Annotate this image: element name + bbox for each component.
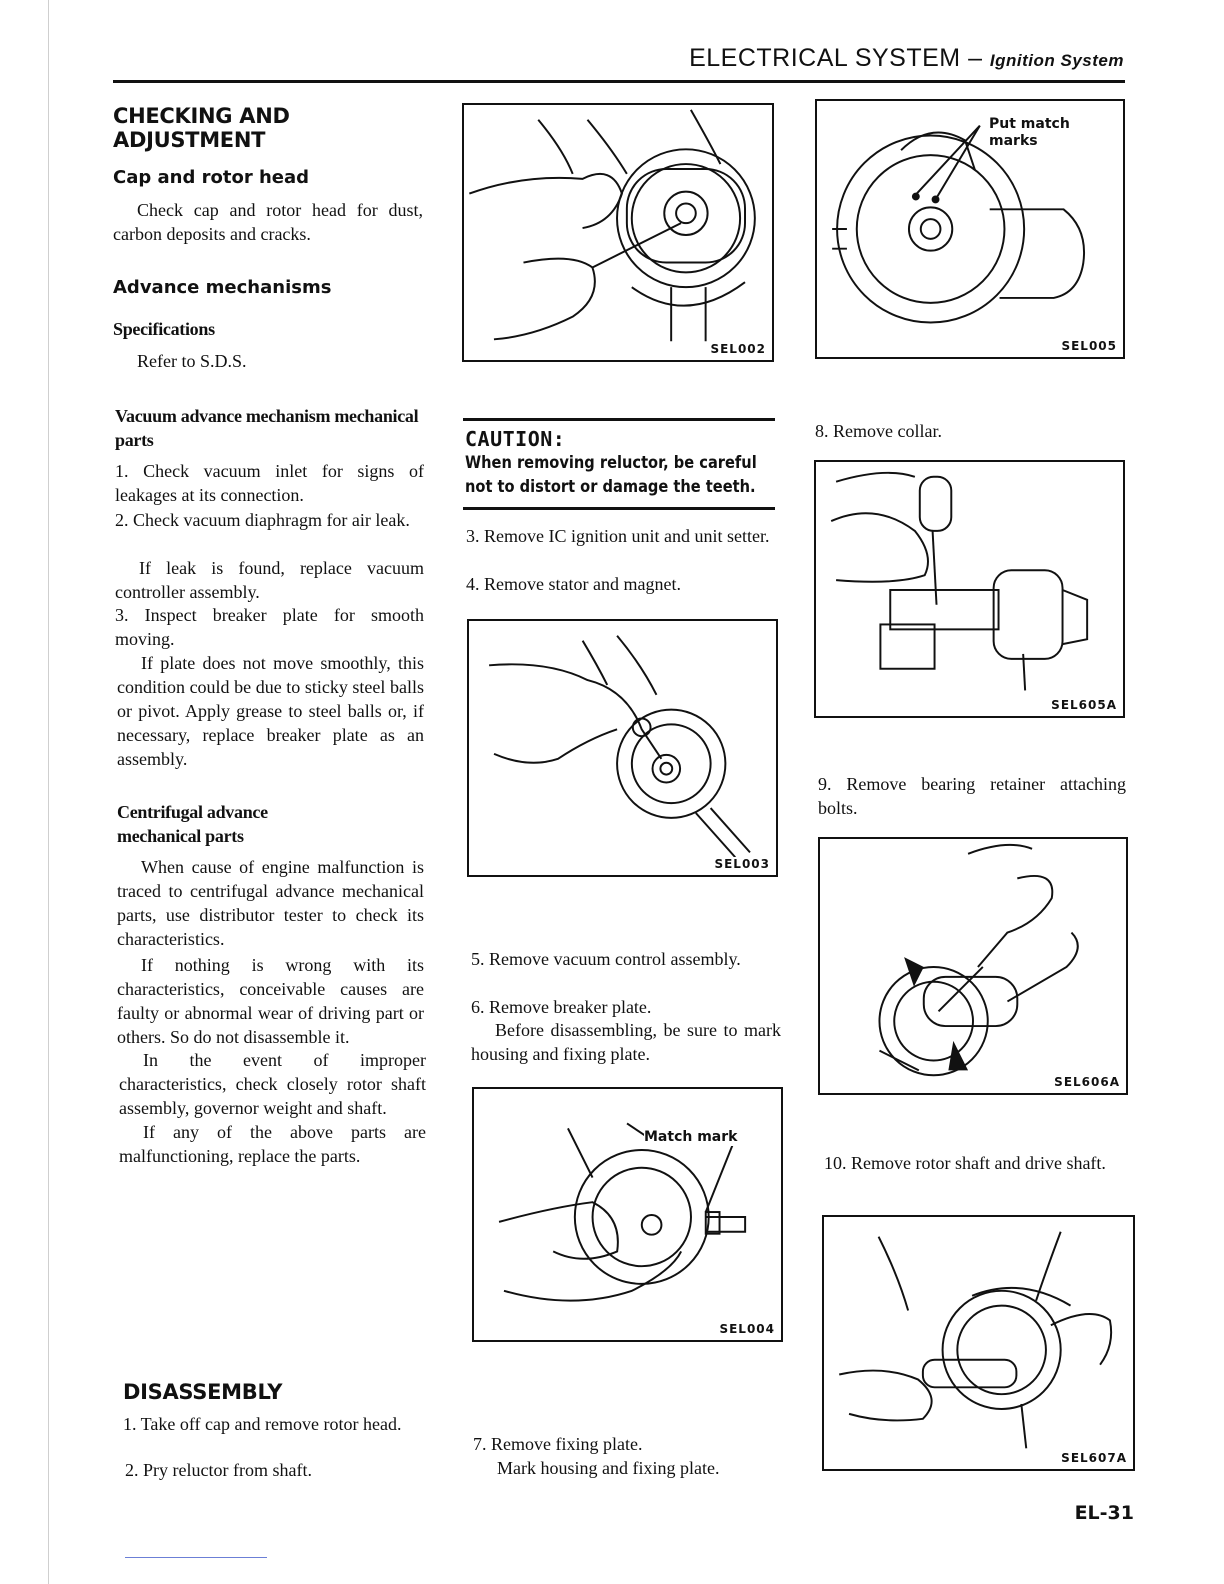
centrifugal-para-3: In the event of improper characteristics, check closely rotor shaft assembly, governor weight and shaft. [119,1050,426,1118]
vacuum-step-3: 3. Inspect breaker plate for smooth moving. [115,605,424,649]
cap-rotor-heading: Cap and rotor head [113,167,310,188]
put-match-marks-label [989,116,1070,150]
figure-code: SEL607A [1061,1451,1127,1465]
figure-sel002 [462,103,774,362]
figure-sel607a [822,1215,1135,1471]
scan-artifact-line [125,1557,267,1558]
page-header [689,44,1124,73]
caution-title: CAUTION: [465,427,566,451]
step-6: 6. Remove breaker plate. [471,997,652,1017]
scan-edge-line [48,0,49,1584]
header-title: ELECTRICAL SYSTEM [689,44,961,72]
bearing-retainer-illustration [820,839,1126,1093]
centrifugal-para-4: If any of the above parts are malfunctioning, replace the parts. [119,1122,426,1166]
step-7-note: Mark housing and fixing plate. [497,1458,720,1478]
specifications-heading: Specifications [113,319,215,339]
specifications-text: Refer to S.D.S. [137,351,247,371]
figure-sel005 [815,99,1125,359]
heading-line-2: ADJUSTMENT [113,128,266,152]
match-marks-illustration [817,101,1123,357]
heading-line-1: CHECKING AND [113,104,290,128]
header-dash: – [960,44,990,72]
centrifugal-advance-heading [117,800,268,848]
distributor-cap-illustration [464,105,772,360]
centrifugal-para-1: When cause of engine malfunction is traced to centrifugal advance mechanical parts, use distributor tester to check its characteristics. [117,857,424,949]
centrifugal-line-2: mechanical parts [117,826,244,846]
figure-code: SEL605A [1051,698,1117,712]
step-8: 8. Remove collar. [815,421,942,441]
figure-code: SEL004 [719,1322,775,1336]
rotor-shaft-removal-illustration [824,1217,1133,1469]
figure-sel003 [467,619,778,877]
caution-box [463,418,775,510]
vacuum-advance-heading: Vacuum advance mechanism mechanical parts [115,406,419,450]
figure-code: SEL005 [1061,339,1117,353]
disassembly-heading: DISASSEMBLY [123,1380,283,1404]
cap-rotor-text: Check cap and rotor head for dust, carbon deposits and cracks. [113,200,423,244]
figure-sel004 [472,1087,783,1342]
stator-removal-illustration [469,621,776,875]
centrifugal-line-1: Centrifugal advance [117,802,268,822]
figure-sel606a [818,837,1128,1095]
vacuum-step-3-note: If plate does not move smoothly, this condition could be due to sticky steel balls or pivot. Apply grease to steel balls or, if necessary, replace breaker plate as an assembly. [117,653,424,769]
step-3: 3. Remove IC ignition unit and unit setter. [466,526,770,546]
figure-sel605a [814,460,1125,718]
vacuum-step-1: 1. Check vacuum inlet for signs of leakages at its connection. [115,461,424,505]
figure-code: SEL003 [714,857,770,871]
figure-code: SEL002 [710,342,766,356]
label-line-1: Put match [989,116,1070,132]
step-4: 4. Remove stator and magnet. [466,574,681,594]
header-rule [113,80,1125,83]
centrifugal-para-2: If nothing is wrong with its characteristics, conceivable causes are faulty or abnormal wear of driving part or others. So do not disassemble it. [117,955,424,1047]
step-10: 10. Remove rotor shaft and drive shaft. [824,1153,1106,1173]
step-7: 7. Remove fixing plate. [473,1434,643,1454]
label-line-2: marks [989,133,1038,149]
page-number: EL-31 [1074,1502,1134,1524]
caution-text: When removing reluctor, be careful not to distort or damage the teeth. [465,453,757,497]
step-6-note: Before disassembling, be sure to mark housing and fixing plate. [471,1020,781,1064]
step-9: 9. Remove bearing retainer attaching bolts. [818,774,1126,818]
checking-adjustment-heading [113,104,290,152]
collar-removal-illustration [816,462,1123,716]
header-subtitle: Ignition System [989,51,1124,70]
step-5: 5. Remove vacuum control assembly. [471,949,741,969]
match-mark-label: Match mark [644,1129,738,1145]
disassembly-step-1: 1. Take off cap and remove rotor head. [123,1414,402,1434]
vacuum-step-2: 2. Check vacuum diaphragm for air leak. [115,510,410,530]
figure-code: SEL606A [1054,1075,1120,1089]
disassembly-step-2: 2. Pry reluctor from shaft. [125,1460,312,1480]
vacuum-step-2-note: If leak is found, replace vacuum controller assembly. [115,558,424,602]
advance-mechanisms-heading: Advance mechanisms [113,277,332,298]
fixing-plate-illustration [474,1089,781,1340]
